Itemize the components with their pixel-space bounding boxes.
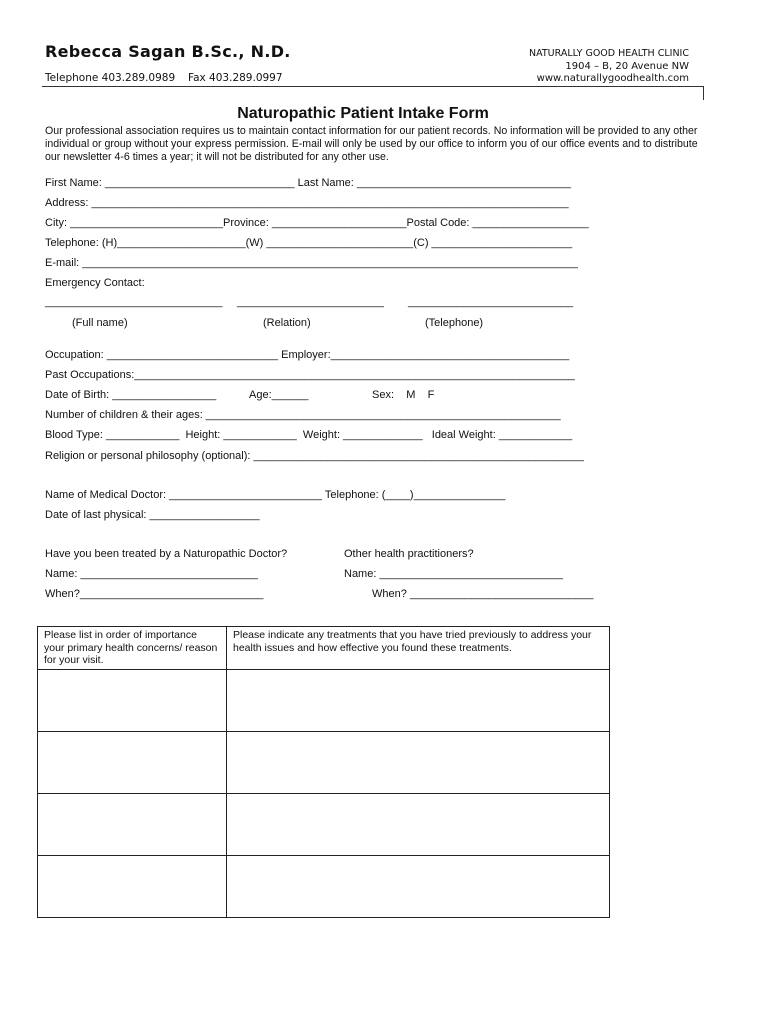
table-row xyxy=(38,670,610,732)
other-name-field[interactable]: Name: ______________________________ xyxy=(344,568,563,580)
other-when-field[interactable]: When? ______________________________ xyxy=(372,588,594,600)
table-row xyxy=(38,794,610,856)
children-field[interactable]: Number of children & their ages: __________________________________________________________ xyxy=(45,409,561,421)
nd-question: Have you been treated by a Naturopathic Doctor? xyxy=(45,548,288,560)
concern-cell[interactable] xyxy=(38,732,227,794)
treatment-cell[interactable] xyxy=(227,856,610,918)
table-row xyxy=(38,856,610,918)
table-header-row xyxy=(38,627,610,670)
header-divider-corner xyxy=(703,86,704,100)
treatment-cell[interactable] xyxy=(227,670,610,732)
past-occupations-field[interactable]: Past Occupations:________________________________________________________________________ xyxy=(45,369,575,381)
treatments-header: Please indicate any treatments that you have tried previously to address your health issues and how effective you found these treatments. xyxy=(227,627,610,670)
emergency-name-blank[interactable]: _____________________________ xyxy=(45,296,223,308)
measurements-fields[interactable]: Blood Type: ____________ Height: ____________ Weight: _____________ Ideal Weight: ____________ xyxy=(45,429,573,441)
intro-paragraph: Our professional association requires us to maintain contact information for our patient records. No information will be provided to any other individual or group without your express permission. E-mail will only be used by our office to inform you of our office events and to distribute our newsletter 4-6 times a year; it will not be distributed for any other use. xyxy=(45,125,698,163)
occupation-employer-fields[interactable]: Occupation: ____________________________ Employer:_______________________________________ xyxy=(45,349,570,361)
name-fields[interactable]: First Name: _______________________________ Last Name: ___________________________________ xyxy=(45,177,572,189)
practitioner-name: Rebecca Sagan B.Sc., N.D. xyxy=(45,42,291,61)
emergency-telephone-blank[interactable]: ___________________________ xyxy=(408,296,574,308)
clinic-website: www.naturallygoodhealth.com xyxy=(536,73,689,84)
practitioner-telephone: Telephone 403.289.0989 xyxy=(45,72,176,84)
city-province-postal-fields[interactable]: City: _________________________Province: ______________________Postal Code: ___________________ xyxy=(45,217,589,229)
table-row xyxy=(38,732,610,794)
religion-field[interactable]: Religion or personal philosophy (optional): ______________________________________________________ xyxy=(45,450,584,462)
clinic-name: NATURALLY GOOD HEALTH CLINIC xyxy=(528,48,689,59)
caption-telephone: (Telephone) xyxy=(425,317,484,329)
caption-relation: (Relation) xyxy=(263,317,311,329)
concern-cell[interactable] xyxy=(38,856,227,918)
caption-full-name: (Full name) xyxy=(72,317,128,329)
treatment-cell[interactable] xyxy=(227,732,610,794)
nd-name-field[interactable]: Name: _____________________________ xyxy=(45,568,258,580)
address-field[interactable]: Address: ______________________________________________________________________________ xyxy=(45,197,569,209)
clinic-address: 1904 – B, 20 Avenue NW xyxy=(565,61,689,72)
telephone-fields[interactable]: Telephone: (H)_____________________(W) ________________________(C) _______________________ xyxy=(45,237,573,249)
practitioner-fax: Fax 403.289.0997 xyxy=(188,72,283,84)
sex-options[interactable]: Sex: M F xyxy=(372,389,435,401)
nd-when-field[interactable]: When?______________________________ xyxy=(45,588,264,600)
age-field[interactable]: Age:______ xyxy=(249,389,309,401)
concerns-header: Please list in order of importance your primary health concerns/ reason for your visit. xyxy=(38,627,227,670)
last-physical-field[interactable]: Date of last physical: __________________ xyxy=(45,509,260,521)
email-field[interactable]: E-mail: _________________________________________________________________________________ xyxy=(45,257,578,269)
concern-cell[interactable] xyxy=(38,794,227,856)
health-concerns-table xyxy=(37,626,610,918)
emergency-relation-blank[interactable]: ________________________ xyxy=(237,296,384,308)
treatment-cell[interactable] xyxy=(227,794,610,856)
other-practitioners-question: Other health practitioners? xyxy=(344,548,474,560)
form-title: Naturopathic Patient Intake Form xyxy=(237,105,489,122)
header-divider xyxy=(42,86,704,87)
medical-doctor-fields[interactable]: Name of Medical Doctor: _________________________ Telephone: (____)_______________ xyxy=(45,489,506,501)
concern-cell[interactable] xyxy=(38,670,227,732)
emergency-contact-label: Emergency Contact: xyxy=(45,277,145,289)
date-of-birth-field[interactable]: Date of Birth: _________________ xyxy=(45,389,217,401)
